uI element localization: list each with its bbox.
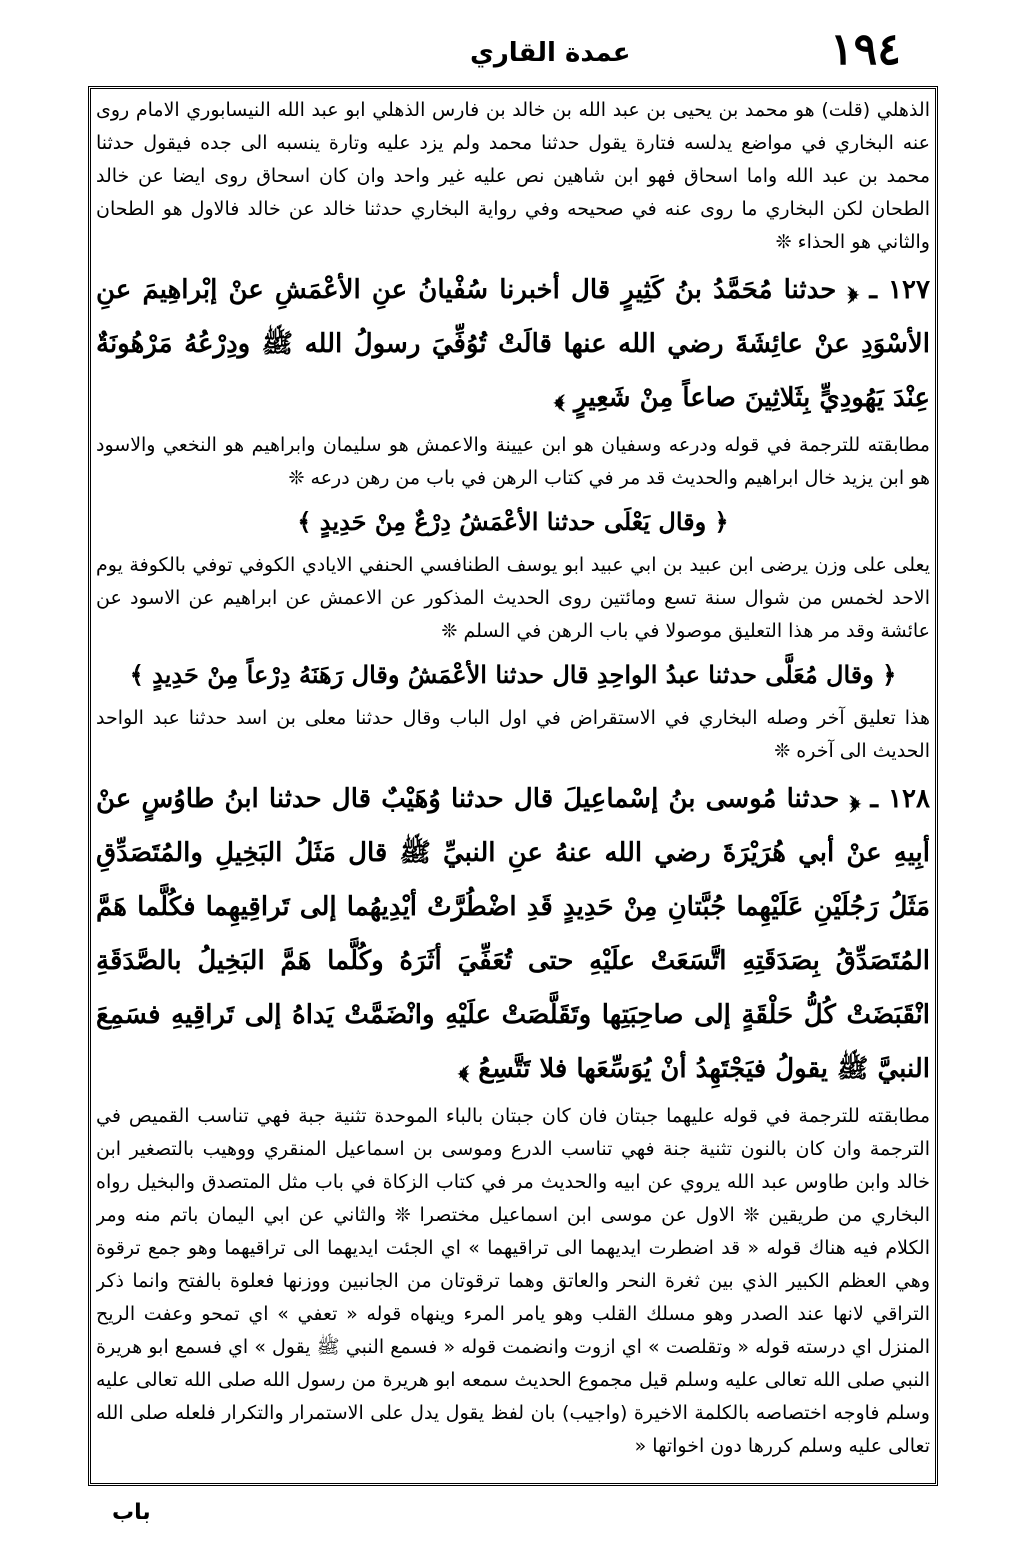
commentary-paragraph: مطابقته للترجمة في قوله عليهما جبتان فان كان جبتان بالباء الموحدة تثنية جبة فهي تناسب القميص في الترجمة وان كان بالنون تثنية جنة فهي تناسب الدرع وموسى بن اسماعيل المنقري ووهيب بالتصغير ابن خالد وابن طاوس عبد الله يروي عن ابيه والحديث مر في كتاب الزكاة في باب مثل المتصدق والبخيل رواه البخاري من طريقين ❊ الاول عن موسى ابن اسماعيل مختصرا ❊ والثاني عن ابي اليمان باتم منه ومر الكلام فيه هناك قوله « قد اضطرت ايديهما الى تراقيهما » اي الجئت ايديهما الى تراقيهما وهو جمع ترقوة وهي العظم الكبير الذي بين ثغرة النحر والعاتق وهما ترقوتان من الجانبين ووزنها فعلوة بالفتح وانما ذكر التراقي لانها عند الصدر وهو مسلك القلب وهو يامر المرء وينهاه قوله « تعفي » اي تمحو وعفت الريح المنزل اي درسته قوله « وتقلصت » اي ازوت وانضمت قوله « فسمع النبي ﷺ يقول » اي فسمع ابو هريرة النبي صلى الله تعالى عليه وسلم قيل مجموع الحديث سمعه ابو هريرة من رسول الله صلى الله تعالى عليه وسلم فاوجه اختصاصه بالكلمة الاخيرة (واجيب) بان لفظ يقول يدل على الاستمرار والتكرار فلعله صلى الله تعالى عليه وسلم كررها دون اخواتها « <box>96 1105 930 1457</box>
page-header <box>90 20 940 90</box>
hadith-127: ١٢٧ ـ ﴿ حدثنا مُحَمَّدُ بنُ كَثِيرٍ قال أخبرنا سُفْيانُ عنِ الأعْمَشِ عنْ إبْراهِيمَ عنِ الأسْوَدِ عنْ عائِشَةَ رضي الله عنها قالَتْ تُوُفِّيَ رسولُ الله ﷺ ودِرْعُهُ مَرْهُونَةٌ عِنْدَ يَهُودِيٍّ بِثَلاثِينَ صاعاً مِنْ شَعِيرٍ ﴾ <box>96 275 930 413</box>
commentary-paragraph: مطابقته للترجمة في قوله ودرعه وسفيان هو ابن عيينة والاعمش هو سليمان وابراهيم هو النخعي والاسود هو ابن يزيد خال ابراهيم والحديث قد مر في كتاب الرهن في باب من رهن درعه ❊ <box>96 434 930 489</box>
commentary-paragraph: الذهلي (قلت) هو محمد بن يحيى بن عبد الله بن خالد بن فارس الذهلي ابو عبد الله النيسابوري الامام روى عنه البخاري في مواضع يدلسه فتارة يقول حدثنا محمد ولم يزد عليه وتارة ينسبه الى جده فيقول حدثنا محمد بن عبد الله واما اسحاق فهو ابن شاهين نص عليه غير واحد وان كان اسحاق روى ايضا عن خالد الطحان لكن البخاري ما روى عنه في صحيحه وفي رواية البخاري حدثنا خالد عن خالد فالاول هو الطحان والثاني هو الحذاء ❊ <box>96 99 930 253</box>
footer-catchword: باب <box>112 1500 151 1525</box>
running-title: عمدة القاري <box>470 38 631 68</box>
ta-liq-ya-la: ﴿ وقال يَعْلَى حدثنا الأعْمَشُ دِرْعٌ مِنْ حَدِيدٍ ﴾ <box>297 507 729 536</box>
hadith-128: ١٢٨ ـ ﴿ حدثنا مُوسى بنُ إسْماعِيلَ قال حدثنا وُهَيْبٌ قال حدثنا ابنُ طاوُسٍ عنْ أبِيهِ عنْ أبي هُرَيْرَةَ رضي الله عنهُ عنِ النبيِّ ﷺ قال مَثَلُ البَخِيلِ والمُتَصَدِّقِ مَثَلُ رَجُلَيْنِ عَلَيْهِما جُبَّتانِ مِنْ حَدِيدٍ قَدِ اضْطُرَّتْ أيْدِيهُما إلى تَراقِيهِما فكُلَّما هَمَّ المُتَصَدِّقُ بِصَدَقَتِهِ اتَّسَعَتْ علَيْهِ حتى تُعَفِّيَ أثَرَهُ وكُلَّما هَمَّ البَخِيلُ بالصَّدَقَةِ انْقَبَضَتْ كُلُّ حَلْقَةٍ إلى صاحِبَتِها وتَقَلَّصَتْ علَيْهِ وانْضَمَّتْ يَداهُ إلى تَراقِيهِ فسَمِعَ النبيَّ ﷺ يقولُ فيَجْتَهِدُ أنْ يُوَسِّعَها فلا تَتَّسِعُ ﴾ <box>96 784 930 1084</box>
page-content <box>96 94 930 1482</box>
commentary-paragraph: هذا تعليق آخر وصله البخاري في الاستقراض في اول الباب وقال حدثنا معلى بن اسد حدثنا عبد الواحد الحديث الى آخره ❊ <box>96 707 930 762</box>
ta-liq-mu-alla: ﴿ وقال مُعَلَّى حدثنا عبدُ الواحِدِ قال حدثنا الأعْمَشُ وقال رَهَنَهُ دِرْعاً مِنْ حَدِيدٍ ﴾ <box>129 660 897 689</box>
page-number: ١٩٤ <box>830 24 901 75</box>
commentary-paragraph: يعلى على وزن يرضى ابن عبيد بن ابي عبيد ابو يوسف الطنافسي الحنفي الايادي الكوفي توفي بالكوفة يوم الاحد لخمس من شوال سنة تسع ومائتين روى الحديث المذكور عن الاعمش عن ابراهيم عن الاسود عن عائشة وقد مر هذا التعليق موصولا في باب الرهن في السلم ❊ <box>96 554 930 642</box>
